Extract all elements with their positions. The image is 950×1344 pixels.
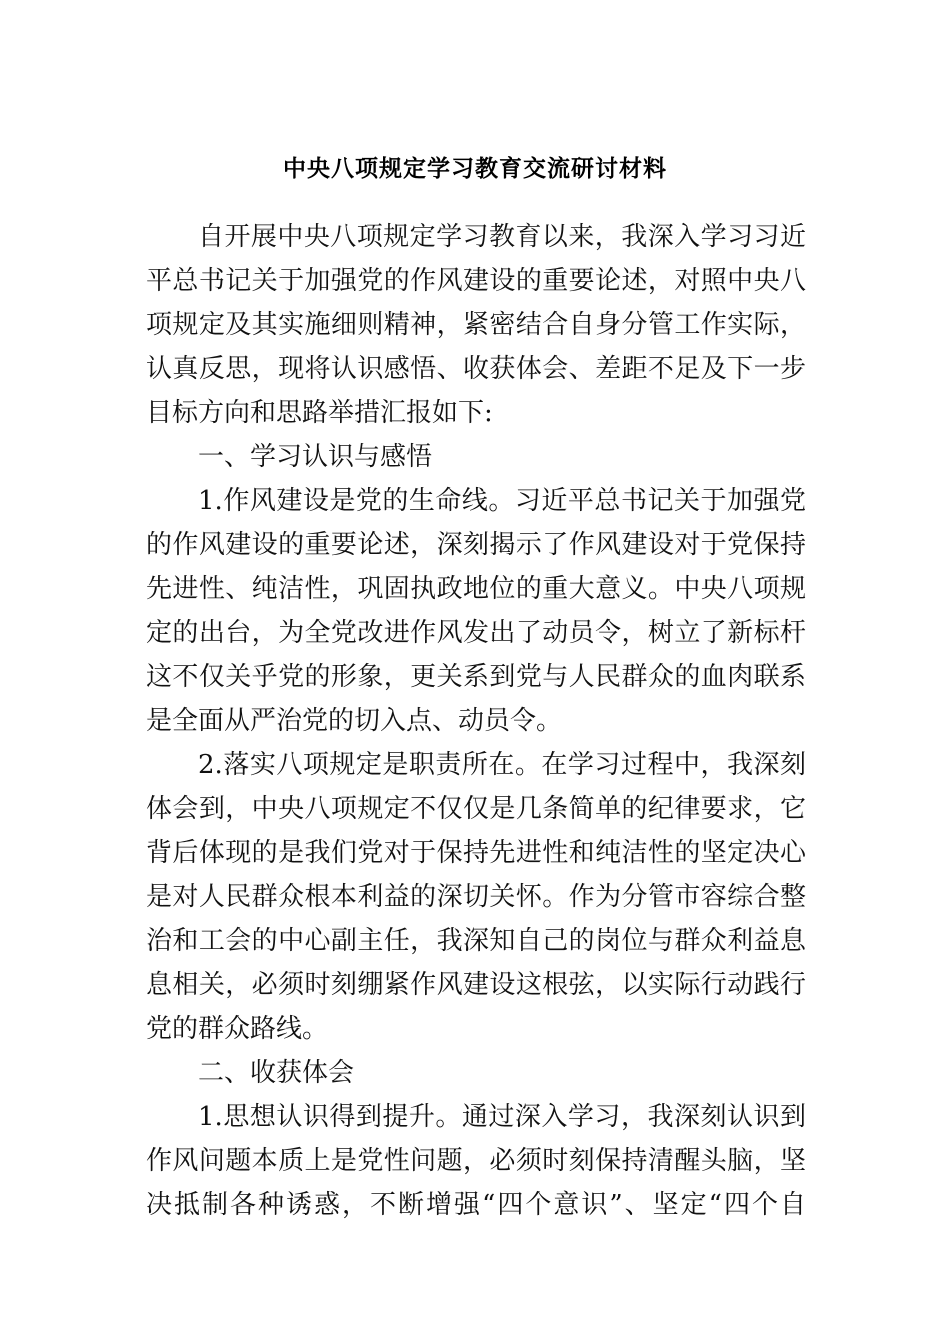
text-line: 平总书记关于加强党的作风建设的重要论述，对照中央八 <box>146 266 806 296</box>
text-line: 1.作风建设是党的生命线。习近平总书记关于加强党 <box>198 486 806 516</box>
text-line: 体会到，中央八项规定不仅仅是几条简单的纪律要求，它 <box>146 794 806 824</box>
text-line: 目标方向和思路举措汇报如下: <box>146 398 493 428</box>
document-title: 中央八项规定学习教育交流研讨材料 <box>283 155 667 182</box>
text-line: 1.思想认识得到提升。通过深入学习，我深刻认识到 <box>198 1102 806 1132</box>
text-line: 息相关，必须时刻绷紧作风建设这根弦，以实际行动践行 <box>146 970 806 1000</box>
text-line: 项规定及其实施细则精神，紧密结合自身分管工作实际， <box>146 310 806 340</box>
text-line: 治和工会的中心副主任，我深知自己的岗位与群众利益息 <box>146 926 806 956</box>
text-line: 定的出台，为全党改进作风发出了动员令，树立了新标杆 <box>146 618 806 648</box>
text-line: 党的群众路线。 <box>146 1014 329 1044</box>
section-heading: 二、收获体会 <box>198 1058 355 1088</box>
text-line: 自开展中央八项规定学习教育以来，我深入学习习近 <box>198 222 806 252</box>
text-line: 的作风建设的重要论述，深刻揭示了作风建设对于党保持 <box>146 530 806 560</box>
text-line: 决抵制各种诱惑，不断增强“四个意识”、坚定“四个自 <box>146 1190 806 1220</box>
text-line: 作风问题本质上是党性问题，必须时刻保持清醒头脑，坚 <box>146 1146 806 1176</box>
text-line: 这不仅关乎党的形象，更关系到党与人民群众的血肉联系 <box>146 662 806 692</box>
text-line: 背后体现的是我们党对于保持先进性和纯洁性的坚定决心 <box>146 838 806 868</box>
text-line: 是对人民群众根本利益的深切关怀。作为分管市容综合整 <box>146 882 806 912</box>
text-line: 是全面从严治党的切入点、动员令。 <box>146 706 563 736</box>
text-line: 先进性、纯洁性，巩固执政地位的重大意义。中央八项规 <box>146 574 806 604</box>
text-line: 2.落实八项规定是职责所在。在学习过程中，我深刻 <box>198 750 806 780</box>
section-heading: 一、学习认识与感悟 <box>198 442 433 472</box>
text-line: 认真反思，现将认识感悟、收获体会、差距不足及下一步 <box>146 354 806 384</box>
